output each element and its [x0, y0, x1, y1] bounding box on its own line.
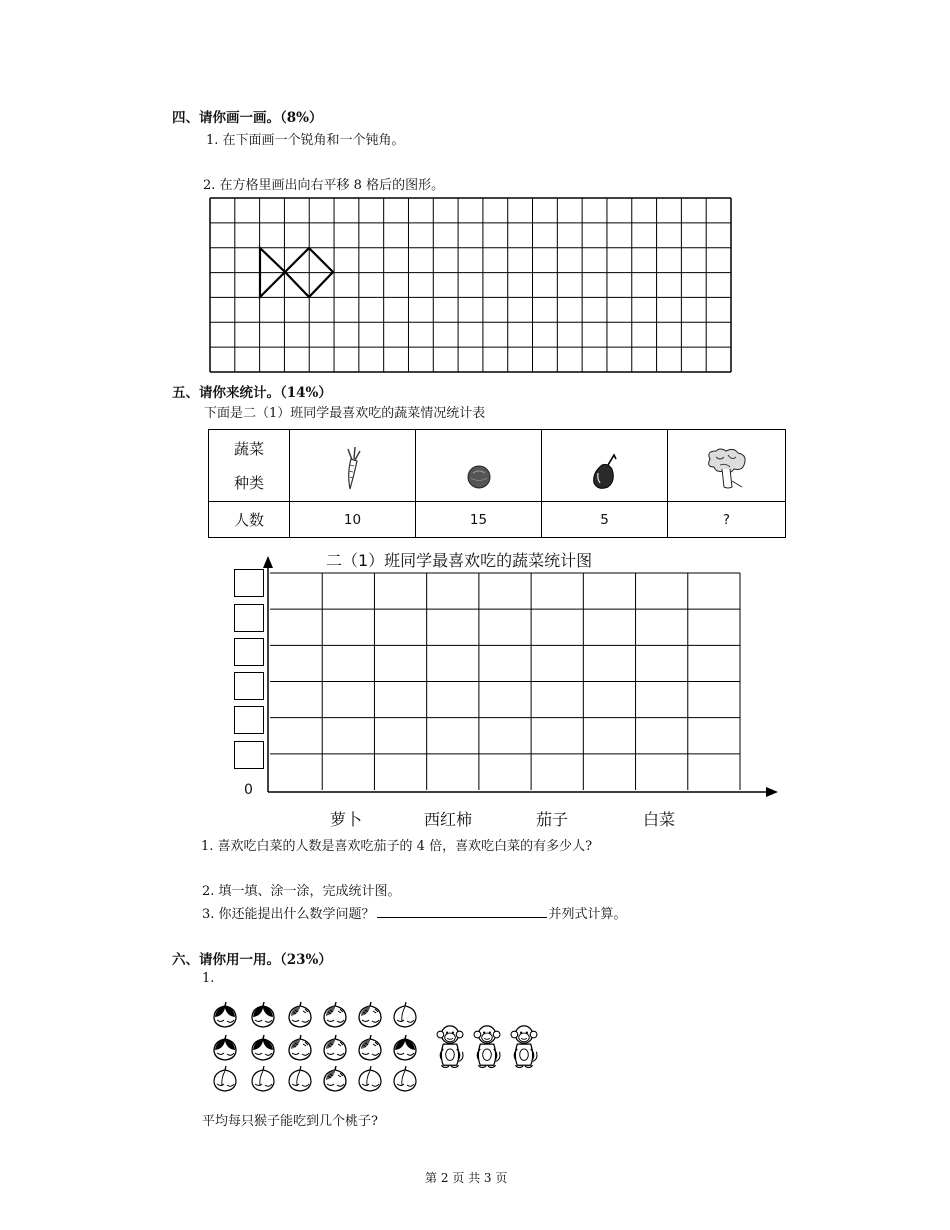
section-five-heading: 五、请你来统计。（14%）: [172, 385, 332, 401]
peach-icon: [214, 1066, 236, 1091]
monkey-icon: [511, 1026, 537, 1068]
peach-icon: [252, 1066, 274, 1091]
peaches-group: [214, 1002, 416, 1091]
section-four-question-2: 2. 在方格里画出向右平移 8 格后的图形。: [203, 178, 445, 193]
peach-icon: [324, 1035, 346, 1060]
peach-icon: [214, 1035, 236, 1060]
count-cabbage: ?: [722, 511, 731, 528]
peach-icon: [289, 1002, 311, 1027]
x-label-carrot: 萝卜: [330, 810, 363, 829]
table-header-line-2: 种类: [233, 473, 264, 492]
peach-icon: [252, 1035, 274, 1060]
peach-icon: [394, 1066, 416, 1091]
section-six-question: 平均每只猴子能吃到几个桃子?: [202, 1114, 378, 1129]
peach-icon: [289, 1066, 311, 1091]
x-label-eggplant: 茄子: [536, 810, 569, 829]
section-six-question-label: 1.: [202, 971, 215, 986]
section-six-heading: 六、请你用一用。（23%）: [172, 952, 332, 968]
peach-icon: [324, 1002, 346, 1027]
peach-icon: [394, 1035, 416, 1060]
chart-zero-label: 0: [244, 782, 253, 798]
peach-icon: [359, 1002, 381, 1027]
peach-icon: [252, 1002, 274, 1027]
table-header-line-1: 蔬菜: [233, 439, 264, 458]
peach-icon: [214, 1002, 236, 1027]
page-footer: 第 2 页 共 3 页: [425, 1171, 508, 1185]
count-eggplant: 5: [600, 511, 609, 528]
chart-title: 二（1）班同学最喜欢吃的蔬菜统计图: [326, 551, 593, 570]
section-five-question-1: 1. 喜欢吃白菜的人数是喜欢吃茄子的 4 倍，喜欢吃白菜的有多少人?: [201, 839, 593, 854]
section-four-heading: 四、请你画一画。（8%）: [172, 110, 323, 126]
table-row-label: 人数: [233, 510, 264, 529]
section-four-question-1: 1. 在下面画一个锐角和一个钝角。: [206, 133, 405, 148]
peach-icon: [359, 1066, 381, 1091]
question-3-suffix: 并列式计算。: [548, 907, 627, 922]
monkey-icon: [474, 1026, 500, 1068]
peach-icon: [289, 1035, 311, 1060]
x-label-tomato: 西红柿: [424, 810, 473, 829]
section-five-question-2: 2. 填一填、涂一涂，完成统计图。: [202, 884, 401, 899]
peach-icon: [394, 1002, 416, 1027]
monkeys-group: [437, 1026, 537, 1068]
count-carrot: 10: [343, 511, 362, 528]
x-label-cabbage: 白菜: [643, 810, 676, 829]
question-3-prefix: 3. 你还能提出什么数学问题？: [202, 907, 375, 922]
peach-icon: [324, 1066, 346, 1091]
table-intro: 下面是二（1）班同学最喜欢吃的蔬菜情况统计表: [204, 406, 486, 421]
count-tomato: 15: [469, 511, 488, 528]
monkey-icon: [437, 1026, 463, 1068]
peach-icon: [359, 1035, 381, 1060]
